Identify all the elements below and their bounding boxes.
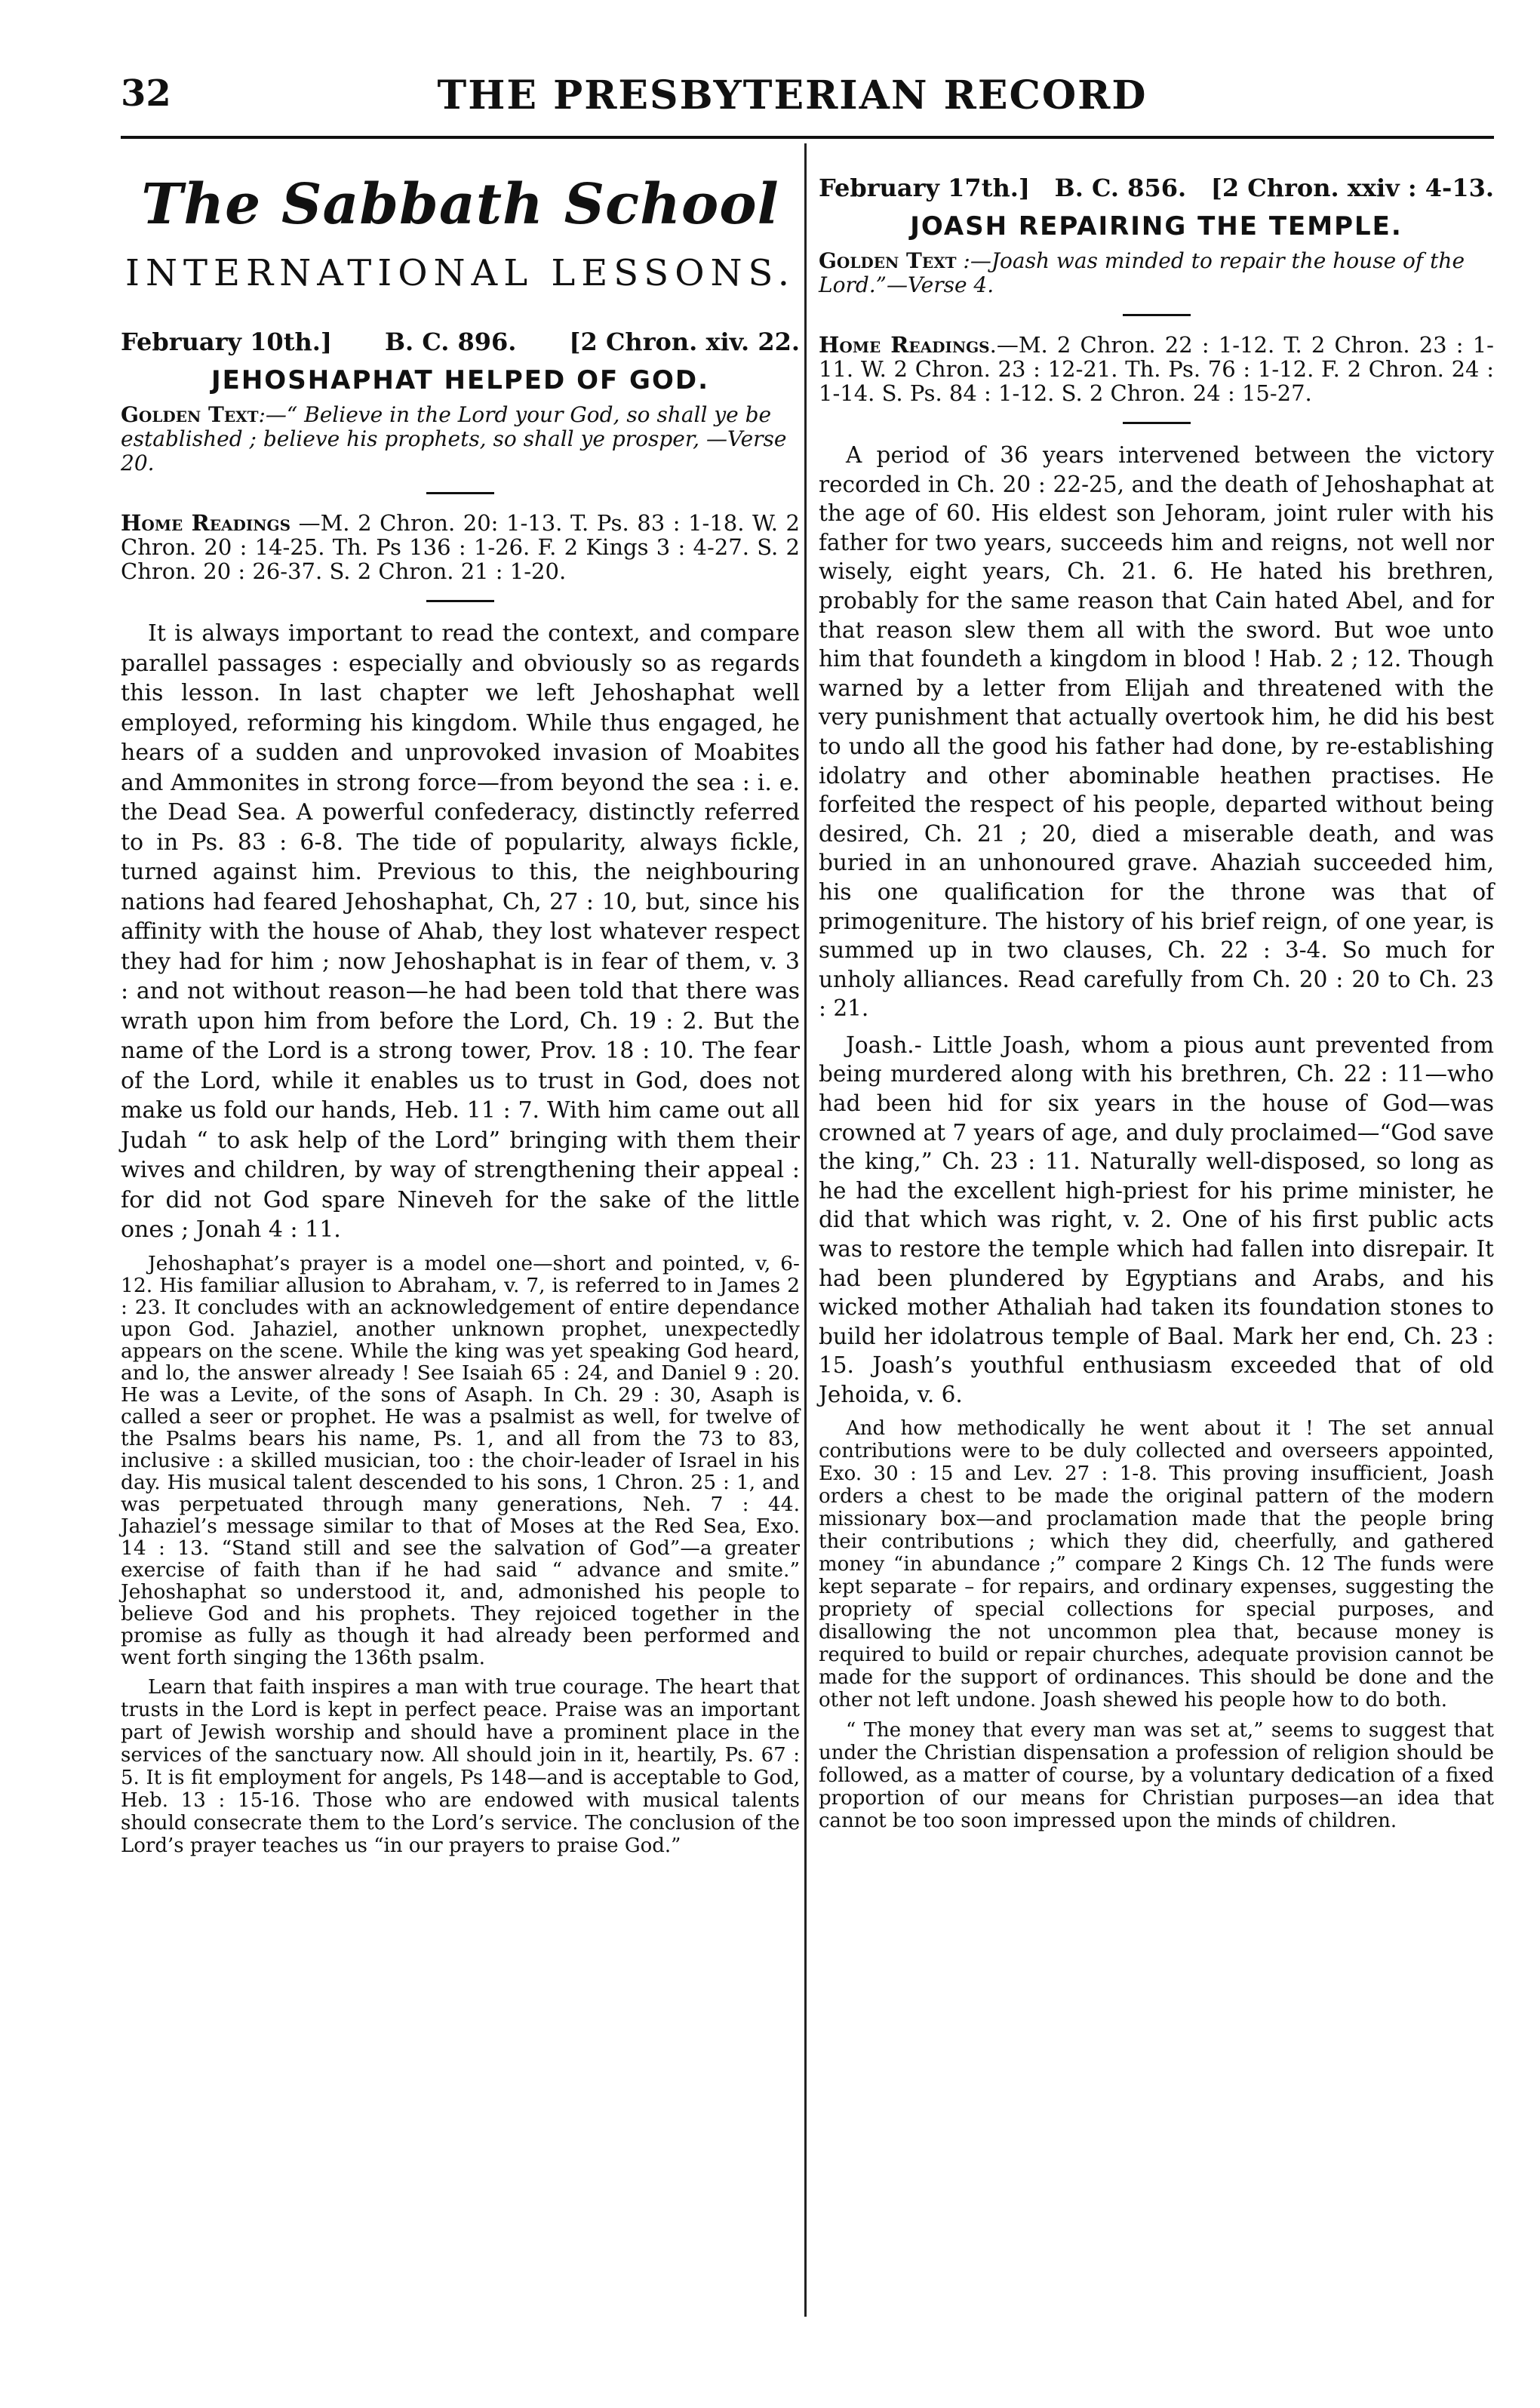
lesson-reference: [2 Chron. xxiv : 4-13.: [1210, 174, 1494, 202]
golden-text-body: :—“ Believe in the Lord your God, so shall ye be established ; believe his prophets, so shall ye prosper, —Verse 20.: [121, 402, 787, 475]
journal-title: THE PRESBYTERIAN RECORD: [437, 72, 1148, 118]
lesson-paragraph: Jehoshaphat’s prayer is a model one—short and pointed, v, 6-12. His familiar allusion to Abraham, v. 7, is referred to in James 2 : 23. It concludes with an acknowledgement of entire dependance upon God. Jahaziel, another unknown prophet, unexpectedly appears on the scene. While the king was yet speaking God heard, and lo, the answer already ! See Isaiah 65 : 24, and Daniel 9 : 20. He was a Levite, of the sons of Asaph. In Ch. 29 : 30, Asaph is called a seer or prophet. He was a psalmist as well, for twelve of the Psalms bears his name, Ps. 1, and all from the 73 to 83, inclusive : a skilled musician, too : the choir-leader of Israel in his day. His musical talent descended to his sons, 1 Chron. 25 : 1, and was perpetuated through many generations, Neh. 7 : 44. Jahaziel’s message similar to that of Moses at the Red Sea, Exo. 14 : 13. “Stand still and see the salvation of God”—a greater exercise of faith than if he had said “ advance and smite.” Jehoshaphat so understood it, and, admonished his people to believe God and his prophets. They rejoiced together in the promise as fully as though it had already been performed and went forth singing the 136th psalm.: [121, 1251, 800, 1669]
lesson-paragraph: Joash.- Little Joash, whom a pious aunt prevented from being murdered along with his brethren, Ch. 22 : 11—who had been hid for six years in the house of God—was crowned at 7 years of age, and duly proclaimed—“God save the king,” Ch. 23 : 11. Naturally well-disposed, so long as he had the excellent high-priest for his prime minister, he did that which was right, v. 2. One of his first public acts was to restore the temple which had fallen into disrepair. It had been plundered by Egyptians and Arabs, and his wicked mother Athaliah had taken its foundation stones to build her idolatrous temple of Baal. Mark her end, Ch. 23 : 15. Joash’s youthful enthusiasm exceeded that of old Jehoida, v. 6.: [819, 1032, 1494, 1407]
lesson-year: B. C. 896.: [384, 328, 517, 356]
lesson-title: JOASH REPAIRING THE TEMPLE.: [910, 211, 1403, 241]
golden-text-body: :—Joash was minded to repair the house of the Lord.”—Verse 4.: [819, 248, 1465, 297]
lesson-paragraph: Learn that faith inspires a man with true courage. The heart that trusts in the Lord is kept in perfect peace. Praise was an important part of Jewish worship and should have a prominent place in the services of the sanctuary now. All should join in it, heartily, Ps. 67 : 5. It is fit employment for angels, Ps 148—and is acceptable to God, Heb. 13 : 15-16. Those who are endowed with musical talents should consecrate them to the Lord’s service. The conclusion of the Lord’s prayer teaches us “in our prayers to praise God.”: [121, 1675, 800, 1857]
lesson-date-line: [819, 174, 1494, 202]
lesson-date: February 17th.]: [819, 174, 1031, 202]
golden-text: [819, 249, 1494, 297]
short-rule: [426, 492, 494, 494]
lesson-year: B. C. 856.: [1054, 174, 1187, 202]
lesson-paragraph: And how methodically he went about it ! The set annual contributions were to be duly collected and overseers appointed, Exo. 30 : 15 and Lev. 27 : 1-8. This proving insufficient, Joash orders a chest to be made the original pattern of the modern missionary box—and proclamation made that the people bring their contributions ; which they did, cheerfully, and gathered money “in abundance ;” compare 2 Kings Ch. 12 The funds were kept separate – for repairs, and ordinary expenses, suggesting the propriety of special collections for special purposes, and disallowing the not uncommon plea that, because money is required to build or repair churches, adequate provision cannot be made for the support of ordinances. This should be done and the other not left undone. Joash shewed his people how to do both.: [819, 1416, 1494, 1711]
column-divider: [804, 143, 807, 2317]
home-readings-body: .—M. 2 Chron. 22 : 1-12. T. 2 Chron. 23 : 1-11. W. 2 Chron. 23 : 12-21. Th. Ps. 76 : 1-12. F. 2 Chron. 24 : 1-14. S. Ps. 84 : 1-12. S. 2 Chron. 24 : 15-27.: [819, 332, 1494, 406]
home-readings-label: Home Readings: [121, 510, 291, 536]
right-column: [819, 148, 1494, 1840]
home-readings-body: —M. 2 Chron. 20: 1-13. T. Ps. 83 : 1-18. W. 2 Chron. 20 : 14-25. Th. Ps 136 : 1-26. F. 2 Kings 3 : 4-27. S. 2 Chron. 20 : 26-37. S. 2 Chron. 21 : 1-20.: [121, 510, 800, 584]
home-readings: [819, 333, 1494, 405]
lesson-date-line: [121, 328, 800, 356]
page-number: 32: [121, 72, 171, 115]
lesson-date: February 10th.]: [121, 328, 333, 356]
left-column: [121, 148, 800, 1865]
golden-text-label: Golden Text: [819, 248, 957, 273]
lesson-reference: [2 Chron. xiv. 22.: [569, 328, 800, 356]
lesson-paragraph: A period of 36 years intervened between the victory recorded in Ch. 20 : 22-25, and the death of Jehoshaphat at the age of 60. His eldest son Jehoram, joint ruler with his father for two years, succeeds him and reigns, not well nor wisely, eight years, Ch. 21. 6. He hated his brethren, probably for the same reason that Cain hated Abel, and for that reason slew them all with the sword. But woe unto him that foundeth a kingdom in blood ! Hab. 2 ; 12. Though warned by a letter from Elijah and threatened with the very punishment that actually overtook him, he did his best to undo all the good his father had done, by re-establishing idolatry and other abominable heathen practises. He forfeited the respect of his people, departed without being desired, Ch. 21 ; 20, died a miserable death, and was buried in an unhonoured grave. Ahaziah succeeded him, his one qualification for the throne was that of primogeniture. The history of his brief reign, of one year, is summed up in two clauses, Ch. 22 : 3-4. So much for unholy alliances. Read carefully from Ch. 20 : 20 to Ch. 23 : 21.: [819, 442, 1494, 1022]
home-readings-label: Home Readings: [819, 332, 990, 358]
lesson-paragraph: It is always important to read the context, and compare parallel passages : especially and obviously so as regards this lesson. In last chapter we left Jehoshaphat well employed, reforming his kingdom. While thus engaged, he hears of a sudden and unprovoked invasion of Moabites and Ammonites in strong force—from beyond the sea : i. e. the Dead Sea. A powerful confederacy, distinctly referred to in Ps. 83 : 6-8. The tide of popularity, always fickle, turned against him. Previous to this, the neighbouring nations had feared Jehoshaphat, Ch, 27 : 10, but, since his affinity with the house of Ahab, they lost whatever respect they had for him ; now Jehoshaphat is in fear of them, v. 3 : and not without reason—he had been told that there was wrath upon him from before the Lord, Ch. 19 : 2. But the name of the Lord is a strong tower, Prov. 18 : 10. The fear of the Lord, while it enables us to trust in God, does not make us fold our hands, Heb. 11 : 7. With him came out all Judah “ to ask help of the Lord” bringing with them their wives and children, by way of strengthening their appeal : for did not God spare Nineveh for the sake of the little ones ; Jonah 4 : 11.: [121, 620, 800, 1243]
short-rule: [426, 600, 494, 602]
section-title: The Sabbath School: [141, 172, 779, 237]
header-rule: [121, 136, 1494, 139]
golden-text-label: Golden Text: [121, 402, 259, 427]
short-rule: [1123, 422, 1191, 424]
section-subtitle: INTERNATIONAL LESSONS.: [125, 252, 795, 294]
running-head: [121, 72, 1464, 133]
lesson-paragraph: “ The money that every man was set at,” seems to suggest that under the Christian dispensation a profession of religion should be followed, as a matter of course, by a voluntary dedication of a fixed proportion of our means for Christian purposes—an idea that cannot be too soon impressed upon the minds of children.: [819, 1718, 1494, 1832]
golden-text: [121, 403, 800, 475]
short-rule: [1123, 314, 1191, 316]
lesson-title: JEHOSHAPHAT HELPED OF GOD.: [211, 365, 710, 395]
home-readings: [121, 511, 800, 583]
